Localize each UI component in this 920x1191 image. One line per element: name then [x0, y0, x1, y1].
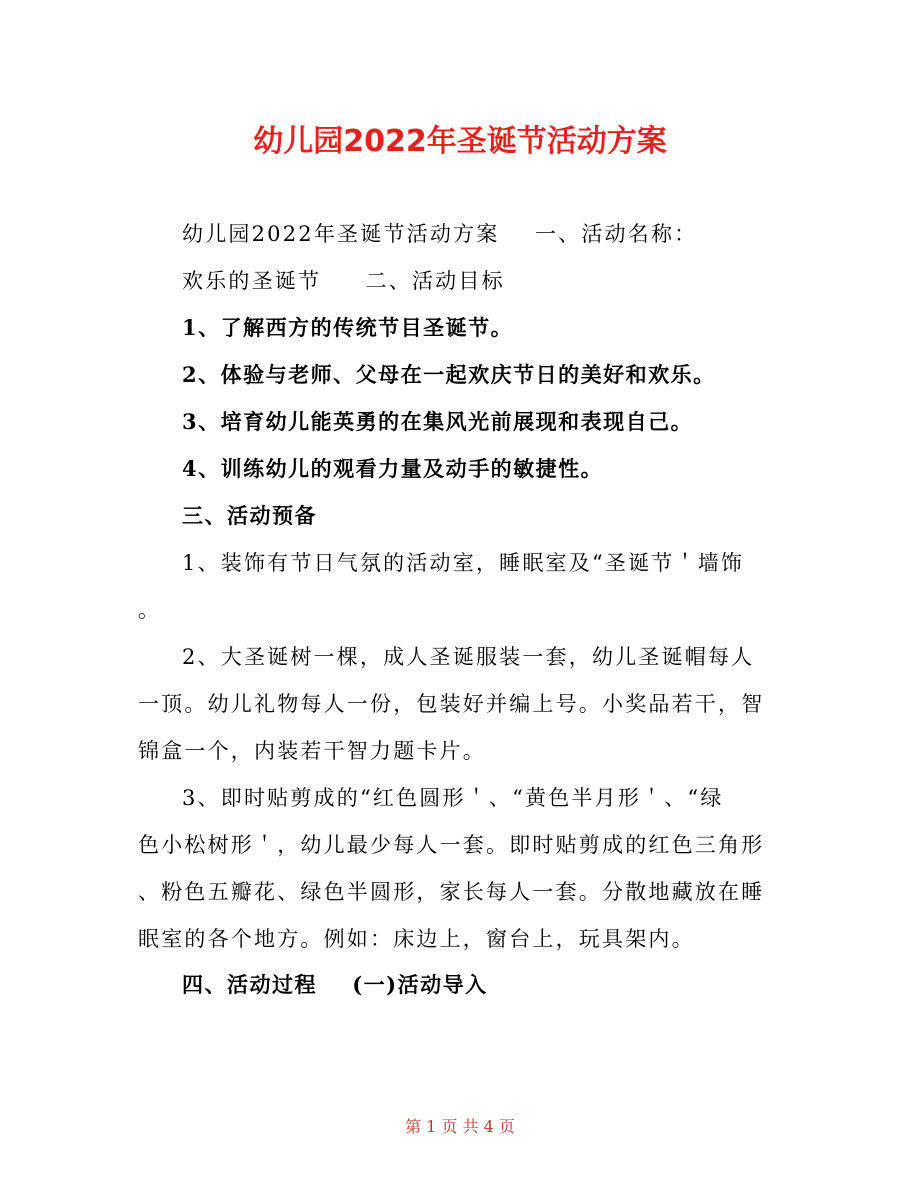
paragraph-line: 幼儿园2022年圣诞节活动方案 一、活动名称：: [182, 222, 698, 246]
document-title: 幼儿园2022年圣诞节活动方案: [253, 124, 667, 159]
section-heading: 三、活动预备: [182, 503, 317, 528]
paragraph-line: 、粉色五瓣花、绿色半圆形，家长每人一套。分散地藏放在睡: [138, 880, 765, 904]
paragraph-line: 锦盒一个，内装若干智力题卡片。: [138, 739, 486, 763]
paragraph-line: 。: [138, 598, 162, 622]
goal-item: 4、训练幼儿的观看力量及动手的敏捷性。: [182, 456, 604, 481]
paragraph-line: 欢乐的圣诞节 二、活动目标: [182, 269, 505, 293]
goal-item: 2、体验与老师、父母在一起欢庆节日的美好和欢乐。: [182, 362, 716, 387]
paragraph-line: 一顶。幼儿礼物每人一份，包装好并编上号。小奖品若干，智: [138, 692, 765, 716]
page-number: 第 1 页 共 4 页: [405, 1117, 515, 1136]
goal-item: 3、培育幼儿能英勇的在集风光前展现和表现自己。: [182, 409, 694, 434]
section-heading: 四、活动过程 (一)活动导入: [182, 972, 488, 997]
paragraph-line: 眠室的各个地方。例如：床边上，窗台上，玩具架内。: [138, 927, 695, 951]
paragraph-line: 色小松树形＇，幼儿最少每人一套。即时贴剪成的红色三角形: [138, 833, 765, 857]
paragraph-line: 3、即时贴剪成的“红色圆形＇、“黄色半月形＇、“绿: [182, 786, 724, 810]
goal-item: 1、了解西方的传统节目圣诞节。: [182, 315, 514, 340]
paragraph-line: 1、装饰有节日气氛的活动室，睡眠室及“圣诞节＇墙饰: [182, 551, 745, 575]
paragraph-line: 2、大圣诞树一棵，成人圣诞服装一套，幼儿圣诞帽每人: [182, 645, 755, 669]
